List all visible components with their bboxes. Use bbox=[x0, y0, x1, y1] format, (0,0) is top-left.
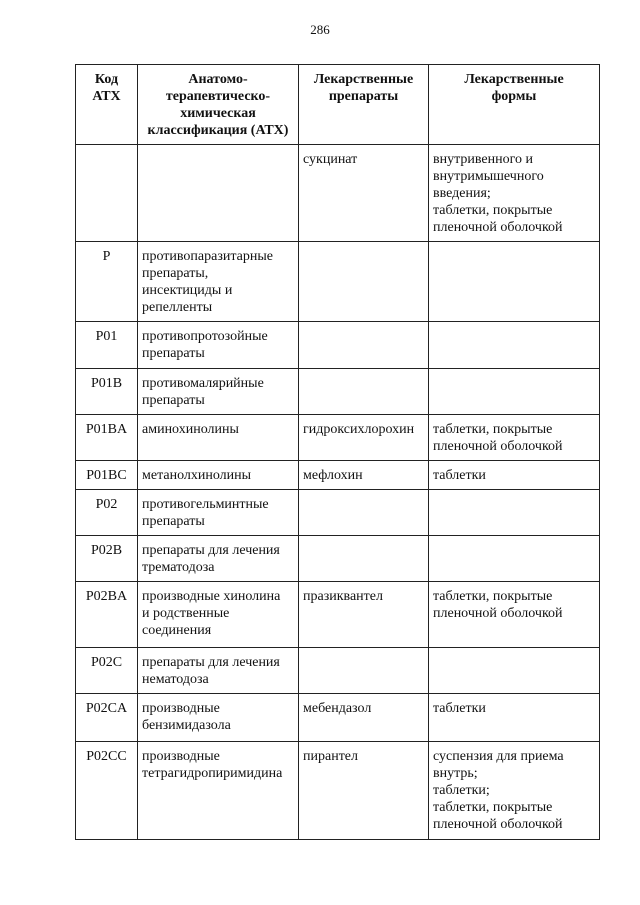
cell-code: P01 bbox=[76, 322, 138, 369]
cell-drug: сукцинат bbox=[299, 145, 429, 242]
cell-code bbox=[76, 145, 138, 242]
cell-atx: противомалярийные препараты bbox=[138, 369, 299, 415]
cell-drug bbox=[299, 490, 429, 536]
table-row bbox=[76, 369, 600, 415]
header-forms: Лекарственные формы bbox=[429, 65, 600, 145]
cell-code: P02C bbox=[76, 648, 138, 694]
table-row bbox=[76, 742, 600, 840]
cell-forms bbox=[429, 369, 600, 415]
cell-atx: противопаразитарные препараты, инсектициды и репелленты bbox=[138, 242, 299, 322]
cell-code: P02BA bbox=[76, 582, 138, 648]
cell-code: P02B bbox=[76, 536, 138, 582]
table-row bbox=[76, 242, 600, 322]
cell-code: P02CC bbox=[76, 742, 138, 840]
cell-atx: противогельминтные препараты bbox=[138, 490, 299, 536]
cell-drug bbox=[299, 369, 429, 415]
cell-drug: пирантел bbox=[299, 742, 429, 840]
cell-forms bbox=[429, 322, 600, 369]
cell-code: P bbox=[76, 242, 138, 322]
cell-atx: производные хинолина и родственные соединения bbox=[138, 582, 299, 648]
cell-drug bbox=[299, 648, 429, 694]
cell-atx: препараты для лечения трематодоза bbox=[138, 536, 299, 582]
cell-forms bbox=[429, 490, 600, 536]
cell-forms: таблетки, покрытые пленочной оболочкой bbox=[429, 415, 600, 461]
cell-forms: таблетки bbox=[429, 694, 600, 742]
header-drugs: Лекарственные препараты bbox=[299, 65, 429, 145]
table-row bbox=[76, 322, 600, 369]
cell-forms bbox=[429, 648, 600, 694]
cell-atx: препараты для лечения нематодоза bbox=[138, 648, 299, 694]
table-row bbox=[76, 536, 600, 582]
cell-forms: внутривенного и внутримышечного введения; таблетки, покрытые пленочной оболочкой bbox=[429, 145, 600, 242]
cell-code: P01BC bbox=[76, 461, 138, 490]
cell-drug bbox=[299, 322, 429, 369]
table-header-row bbox=[76, 65, 600, 145]
cell-atx: метанолхинолины bbox=[138, 461, 299, 490]
cell-drug: гидроксихлорохин bbox=[299, 415, 429, 461]
cell-forms: таблетки bbox=[429, 461, 600, 490]
header-code: Код АТХ bbox=[76, 65, 138, 145]
cell-atx: производные бензимидазола bbox=[138, 694, 299, 742]
cell-forms bbox=[429, 242, 600, 322]
cell-forms bbox=[429, 536, 600, 582]
table-row bbox=[76, 145, 600, 242]
cell-drug: празиквантел bbox=[299, 582, 429, 648]
cell-drug bbox=[299, 536, 429, 582]
cell-atx: производные тетрагидропиримидина bbox=[138, 742, 299, 840]
cell-code: P01BA bbox=[76, 415, 138, 461]
table-row bbox=[76, 648, 600, 694]
cell-code: P01B bbox=[76, 369, 138, 415]
page-number: 286 bbox=[310, 22, 330, 37]
atx-table bbox=[75, 64, 600, 840]
table-row bbox=[76, 461, 600, 490]
header-atx-classification: Анатомо- терапевтическо- химическая классификация (АТХ) bbox=[138, 65, 299, 145]
cell-drug bbox=[299, 242, 429, 322]
cell-drug: мефлохин bbox=[299, 461, 429, 490]
cell-atx: противопротозойные препараты bbox=[138, 322, 299, 369]
cell-forms: суспензия для приема внутрь; таблетки; таблетки, покрытые пленочной оболочкой bbox=[429, 742, 600, 840]
table-row bbox=[76, 415, 600, 461]
table-row bbox=[76, 490, 600, 536]
cell-drug: мебендазол bbox=[299, 694, 429, 742]
table-row bbox=[76, 694, 600, 742]
cell-atx: аминохинолины bbox=[138, 415, 299, 461]
cell-atx bbox=[138, 145, 299, 242]
table-row bbox=[76, 582, 600, 648]
cell-forms: таблетки, покрытые пленочной оболочкой bbox=[429, 582, 600, 648]
cell-code: P02 bbox=[76, 490, 138, 536]
cell-code: P02CA bbox=[76, 694, 138, 742]
